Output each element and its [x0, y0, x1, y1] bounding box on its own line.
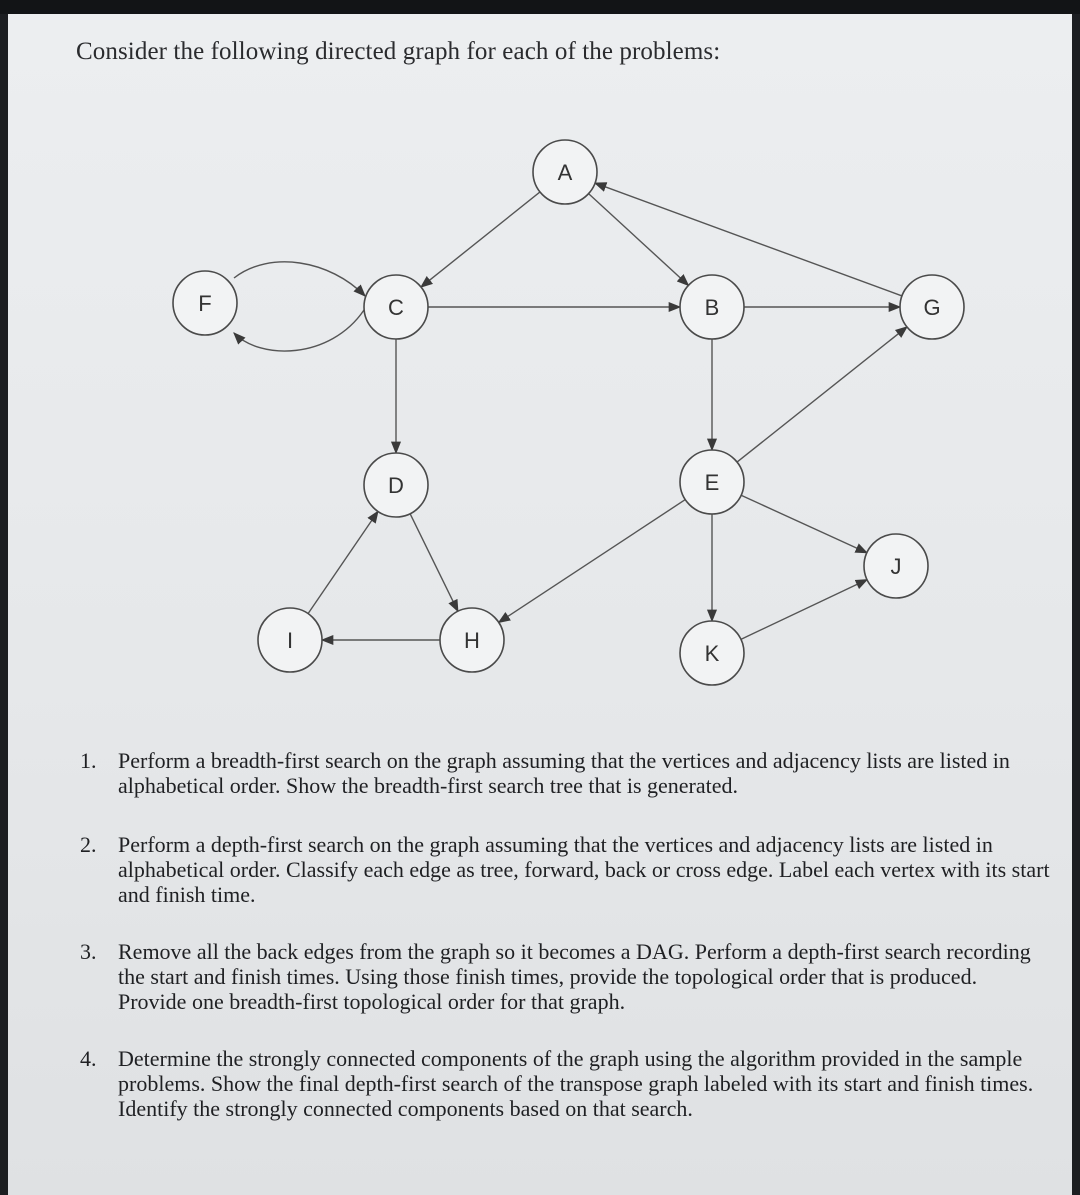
node-b-label: B: [704, 295, 720, 320]
page-heading: Consider the following directed graph for each of the problems:: [76, 38, 721, 65]
edge-a-to-c: [421, 192, 540, 287]
node-e-label: E: [704, 470, 720, 495]
problem-3-text: Remove all the back edges from the graph so it becomes a DAG. Perform a depth-first search recording the start and finish times. Using those finish times, provide the topological order that is produced. Provide one breadth-first topological order for that graph.: [118, 939, 1031, 1014]
problem-1: [80, 748, 1050, 798]
node-h: [440, 608, 504, 672]
node-f-label: F: [198, 291, 212, 316]
node-j: [864, 534, 928, 598]
problem-1-number: 1.: [80, 748, 97, 773]
node-c-label: C: [388, 295, 404, 320]
node-f: [173, 271, 237, 335]
edge-e-to-g: [737, 327, 907, 462]
problem-1-text: Perform a breadth-first search on the graph assuming that the vertices and adjacency lists are listed in alphabetical order. Show the breadth-first search tree that is generated.: [118, 748, 1010, 798]
node-j-label: J: [890, 554, 902, 579]
node-g-label: G: [923, 295, 941, 320]
edge-d-to-h: [410, 514, 458, 612]
node-d: [364, 453, 428, 517]
node-k-label: K: [704, 641, 720, 666]
problem-4-text: Determine the strongly connected components of the graph using the algorithm provided in the sample problems. Show the final depth-first search of the transpose graph labeled with its start and finish times. Identify the strongly connected components based on that search.: [118, 1046, 1034, 1121]
node-a-label: A: [557, 160, 573, 185]
node-e: [680, 450, 744, 514]
node-i: [258, 608, 322, 672]
problem-2-text: Perform a depth-first search on the graph assuming that the vertices and adjacency lists are listed in alphabetical order. Classify each edge as tree, forward, back or cross edge. Label each vertex with its start and finish time.: [118, 832, 1050, 907]
problem-2-number: 2.: [80, 832, 97, 857]
node-h-label: H: [464, 628, 480, 653]
node-b: [680, 275, 744, 339]
node-k: [680, 621, 744, 685]
edge-e-to-j: [741, 495, 867, 552]
node-d-label: D: [388, 473, 404, 498]
problem-3: [80, 939, 1050, 1014]
edge-i-to-d: [308, 511, 378, 613]
problem-4: [80, 1046, 1050, 1121]
edge-a-to-b: [589, 194, 689, 286]
edge-f-to-c: [234, 262, 365, 296]
edge-e-to-h: [499, 500, 686, 623]
problem-2: [80, 832, 1050, 907]
edge-g-to-a: [595, 183, 902, 296]
node-c: [364, 275, 428, 339]
node-i-label: I: [286, 628, 294, 653]
problem-3-number: 3.: [80, 939, 97, 964]
edge-k-to-j: [741, 580, 867, 640]
node-g: [900, 275, 964, 339]
node-a: [533, 140, 597, 204]
problem-list: [80, 748, 1050, 1121]
edge-c-to-f: [234, 310, 364, 351]
problem-4-number: 4.: [80, 1046, 97, 1071]
